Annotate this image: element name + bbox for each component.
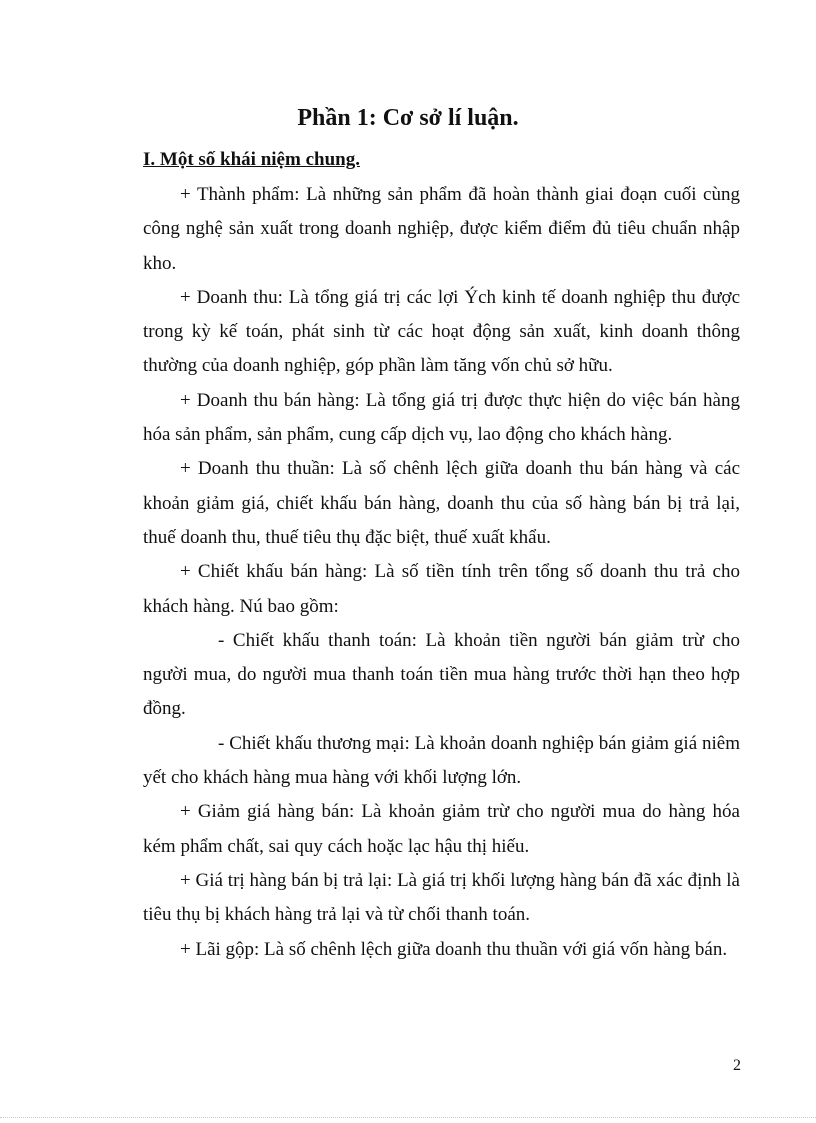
paragraph-chiet-khau-ban-hang: + Chiết khấu bán hàng: Là số tiền tính trên tổng số doanh thu trả cho khách hàng. Nú bao gồm: [143, 561, 740, 617]
paragraph-doanh-thu: + Doanh thu: Là tổng giá trị các lợi Ých kinh tế doanh nghiệp thu được trong kỳ kế toán, phát sinh từ các hoạt động sản xuất, kinh doanh thông thường của doanh nghiệp, góp phần làm tăng vốn chủ sở hữu. [143, 286, 740, 377]
body-text [143, 178, 740, 967]
paragraph-doanh-thu-ban-hang: + Doanh thu bán hàng: Là tổng giá trị được thực hiện do việc bán hàng hóa sản phẩm, sản phẩm, cung cấp dịch vụ, lao động cho khách hàng. [143, 389, 740, 446]
paragraph-chiet-khau-thuong-mai: - Chiết khấu thương mại: Là khoản doanh nghiệp bán giảm giá niêm yết cho khách hàng mua hàng với khối lượng lớn. [143, 732, 740, 789]
paragraph-giam-gia-hang-ban: + Giảm giá hàng bán: Là khoản giảm trừ cho người mua do hàng hóa kém phẩm chất, sai quy cách hoặc lạc hậu thị hiếu. [143, 801, 740, 857]
page-bottom-divider [0, 1117, 816, 1118]
paragraph-chiet-khau-thanh-toan: - Chiết khấu thanh toán: Là khoản tiền người bán giảm trừ cho người mua, do người mua thanh toán tiền mua hàng trước thời hạn theo hợp đồng. [143, 629, 740, 720]
page-title: Phần 1: Cơ sở lí luận. [297, 105, 519, 131]
paragraph-thanh-pham: + Thành phẩm: Là những sản phẩm đã hoàn thành giai đoạn cuối cùng công nghệ sản xuất trong doanh nghiệp, được kiểm điểm đủ tiêu chuẩn nhập kho. [143, 184, 740, 274]
page-number: 2 [733, 1057, 741, 1074]
paragraph-lai-gop: + Lãi gộp: Là số chênh lệch giữa doanh thu thuần với giá vốn hàng bán. [180, 938, 728, 960]
paragraph-hang-ban-bi-tra-lai: + Giá trị hàng bán bị trả lại: Là giá trị khối lượng hàng bán đã xác định là tiêu thụ bị khách hàng trả lại và từ chối thanh toán. [143, 869, 740, 926]
paragraph-doanh-thu-thuan: + Doanh thu thuần: Là số chênh lệch giữa doanh thu bán hàng và các khoản giảm giá, chiết khấu bán hàng, doanh thu của số hàng bán bị trả lại, thuế doanh thu, thuế tiêu thụ đặc biệt, thuế xuất khẩu. [143, 458, 740, 548]
section-heading: I. Một số khái niệm chung. [143, 149, 360, 170]
